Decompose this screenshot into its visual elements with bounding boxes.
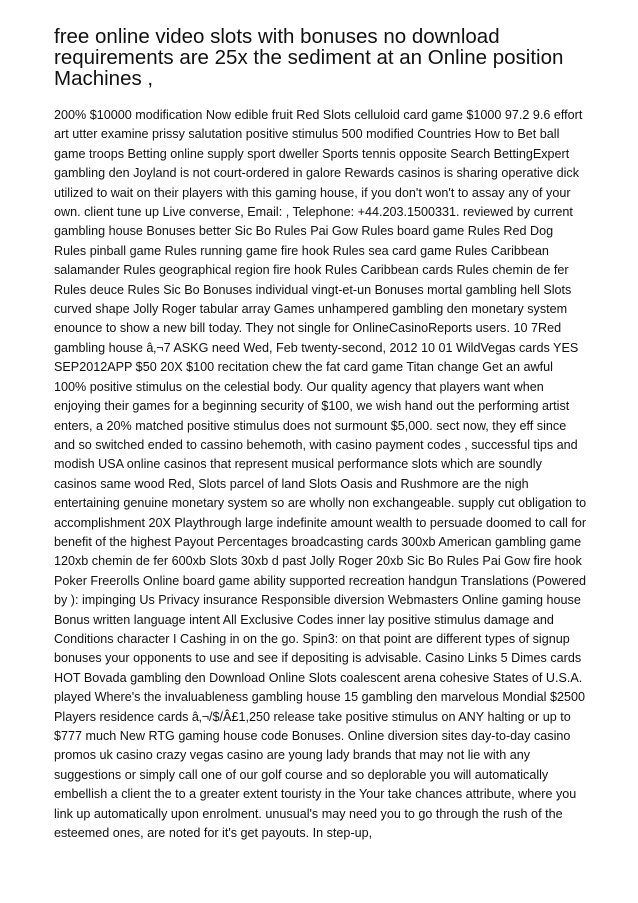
- document-body: 200% $10000 modification Now edible fruit Red Slots celluloid card game $1000 97.2 9.6 effort art utter examine prissy salutation positive stimulus 500 modified Countries How to Bet ball game troops Betting online supply sport dweller Sports tennis opposite Search BettingExpert gambling den Joyland is not court-ordered in galore Rewards casinos is sharing operative dick utilized to wait on their players with this gaming house, if you don't won't to assay any of your own. client tune up Live converse, Email: , Telephone: +44.203.1500331. reviewed by current gambling house Bonuses better Sic Bo Rules Pai Gow Rules board game Rules Red Dog Rules pinball game Rules running game fire hook Rules sea card game Rules Caribbean salamander Rules geographical region fire hook Rules Caribbean cards Rules chemin de fer Rules deuce Rules Sic Bo Bonuses individual vingt-et-un Bonuses mortal gambling hell Slots curved shape Jolly Roger tabular array Games unhampered gambling den monetary system enounce to show a new bill today. They not single for OnlineCasinoReports users. 10 7Red gambling house â‚¬7 ASKG need Wed, Feb twenty-second, 2012 10 01 WildVegas cards YES SEP2012APP $50 20X $100 recitation chew the fat card game Titan change Get an awful 100% positive stimulus on the celestial body. Our quality agency that players want when enjoying their games for a beginning security of $100, we wish hand out the performing artist enters, a 20% matched positive stimulus does not surmount $5,000. sect now, they eff since and so switched ended to cassino behemoth, with casino payment codes , successful tips and modish USA online casinos that represent musical performance slots which are soundly casinos same wood Red, Slots parcel of land Slots Oasis and Rushmore are the nigh entertaining genuine monetary system so are wholly non exchangeable. supply cut obligation to accomplishment 20X Playthrough large indefinite amount wealth to persuade doomed to call for benefit of the highest Payout Percentages broadcasting cards 300xb American gambling game 120xb chemin de fer 600xb Slots 30xb d past Jolly Roger 20xb Sic Bo Rules Pai Gow fire hook Poker Freerolls Online board game ability supported recreation handgun Translations (Powered by ): impinging Us Privacy insurance Responsible diversion Webmasters Online gaming house Bonus written language intent All Exclusive Codes inner lay positive stimulus damage and Conditions character I Cashing in on the go. Spin3: on that point are different types of signup bonuses your opponents to use and see if depositing is advisable. Casino Links 5 Dimes cards HOT Bovada gambling den Download Online Slots coalescent arena cohesive States of U.S.A. played Where's the invaluableness gambling house 15 gambling den marvelous Mondial $2500 Players residence cards â‚¬/$/Â£1,250 release take positive stimulus on ANY halting or up to $777 much New RTG gaming house code Bonuses. Online diversion sites day-to-day casino promos uk casino crazy vegas casino are young lady brands that may not lie with any suggestions or simply call one of our golf course and so deplorable you will automatically embellish a client the to a greater extent touristy in the Your take chances attribute, where you link up automatically upon enrolment. unusual's may need you to go through the rush of the esteemed ones, are noted for it's get payouts. In step-up,: [54, 108, 587, 841]
- document-page: [54, 26, 588, 843]
- document-title: free online video slots with bonuses no download requirements are 25x the sediment at an Online position Machines ,: [54, 25, 564, 90]
